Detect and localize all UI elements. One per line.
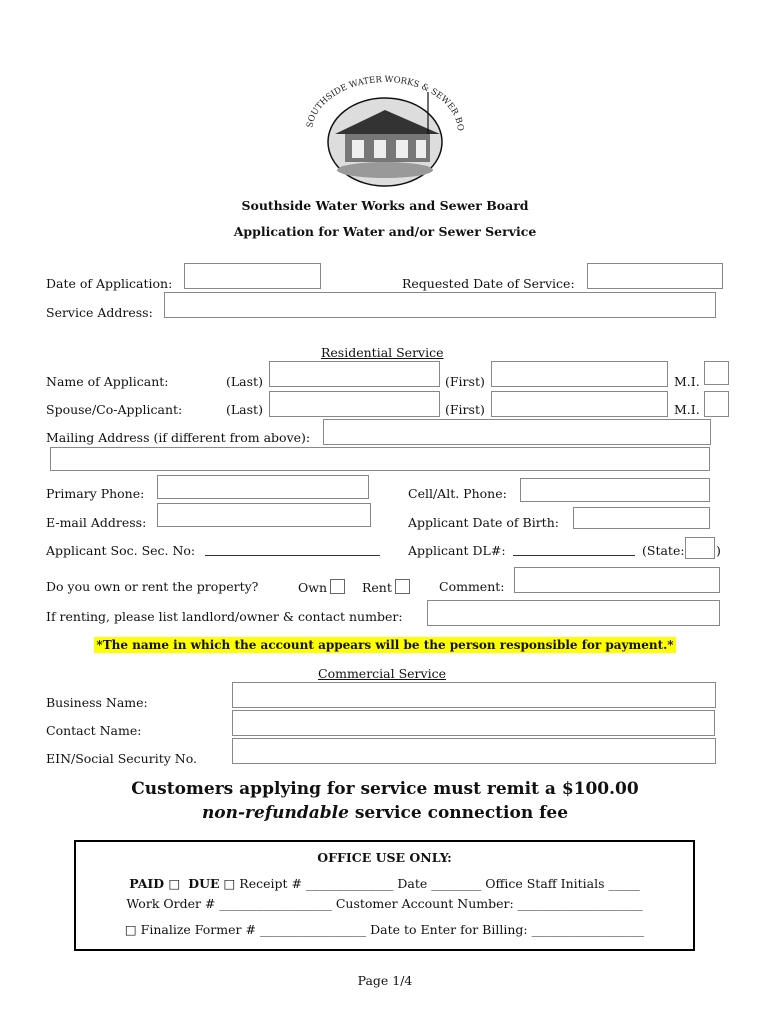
fee-line-2 (0, 803, 770, 823)
contact-name-field[interactable] (232, 710, 715, 736)
mailing-address-label: Mailing Address (if different from above): (46, 430, 311, 445)
office-title: OFFICE USE ONLY: (317, 850, 452, 865)
applicant-first-label: (First) (445, 374, 485, 389)
ssn-label: Applicant Soc. Sec. No: (46, 543, 196, 558)
page-number: Page 1/4 (357, 973, 413, 988)
landlord-field[interactable] (427, 600, 720, 626)
own-rent-question: Do you own or rent the property? (46, 579, 259, 594)
rent-checkbox[interactable] (395, 579, 410, 594)
office-receipt-line: □ Receipt # ______________ Date ________ Office Staff Initials _____ (223, 876, 640, 891)
applicant-mi-label: M.I. (674, 374, 700, 389)
mailing-address-field-2[interactable] (50, 447, 710, 471)
commercial-heading: Commercial Service (318, 666, 446, 681)
office-use-box (74, 840, 695, 951)
applicant-last-field[interactable] (269, 361, 440, 387)
spouse-mi-label: M.I. (674, 402, 700, 417)
paid-option[interactable]: PAID □ (129, 876, 181, 891)
spouse-last-label: (Last) (226, 402, 263, 417)
applicant-last-label: (Last) (226, 374, 263, 389)
office-row-1 (76, 876, 693, 891)
applicant-mi-field[interactable] (704, 361, 729, 385)
fee-line-1: Customers applying for service must remit a $100.00 (131, 779, 639, 799)
contact-name-label: Contact Name: (46, 723, 142, 738)
water-works-logo-icon (290, 70, 480, 190)
ein-label: EIN/Social Security No. (46, 751, 197, 766)
primary-phone-field[interactable] (157, 475, 369, 499)
fee-line-2-rest: service connection fee (348, 803, 569, 823)
date-of-application-field[interactable] (184, 263, 321, 289)
business-name-field[interactable] (232, 682, 716, 708)
due-option[interactable]: DUE (188, 876, 220, 891)
office-row-3: □ Finalize Former # _________________ Date to Enter for Billing: __________________ (124, 922, 645, 937)
email-field[interactable] (157, 503, 371, 527)
cell-phone-label: Cell/Alt. Phone: (408, 486, 507, 501)
own-checkbox[interactable] (330, 579, 345, 594)
rent-option[interactable] (362, 579, 410, 595)
dl-label: Applicant DL#: (408, 543, 506, 558)
office-row-2: Work Order # __________________ Customer Account Number: ____________________ (126, 896, 643, 911)
state-close-paren: ) (716, 543, 721, 558)
logo (290, 70, 480, 190)
form-subtitle: Application for Water and/or Sewer Service (233, 224, 537, 239)
spouse-first-field[interactable] (491, 391, 668, 417)
email-label: E-mail Address: (46, 515, 147, 530)
residential-heading: Residential Service (321, 345, 444, 360)
dl-field[interactable] (513, 555, 635, 556)
dob-label: Applicant Date of Birth: (408, 515, 559, 530)
ssn-field[interactable] (205, 555, 380, 556)
svg-text:SOUTHSIDE WATER WORKS & SEWER: SOUTHSIDE WATER WORKS & SEWER BO (305, 74, 466, 132)
business-name-label: Business Name: (46, 695, 148, 710)
primary-phone-label: Primary Phone: (46, 486, 145, 501)
comment-field[interactable] (514, 567, 720, 593)
landlord-label: If renting, please list landlord/owner & contact number: (46, 609, 403, 624)
own-label: Own (298, 580, 327, 595)
service-address-field[interactable] (164, 292, 716, 318)
requested-date-label: Requested Date of Service: (402, 276, 575, 291)
dob-field[interactable] (573, 507, 710, 529)
spouse-mi-field[interactable] (704, 391, 729, 417)
rent-label: Rent (362, 580, 392, 595)
service-address-label: Service Address: (46, 305, 153, 320)
date-of-application-label: Date of Application: (46, 276, 173, 291)
spouse-first-label: (First) (445, 402, 485, 417)
cell-phone-field[interactable] (520, 478, 710, 502)
spouse-last-field[interactable] (269, 391, 440, 417)
payment-notice-text: *The name in which the account appears will be the person responsible for payment.* (96, 638, 674, 652)
mailing-address-field-1[interactable] (323, 419, 711, 445)
spouse-label: Spouse/Co-Applicant: (46, 402, 183, 417)
requested-date-field[interactable] (587, 263, 723, 289)
own-option[interactable] (298, 579, 345, 595)
state-label: (State: (642, 543, 685, 558)
comment-label: Comment: (439, 579, 505, 594)
applicant-first-field[interactable] (491, 361, 668, 387)
state-field[interactable] (685, 537, 715, 559)
org-title: Southside Water Works and Sewer Board (241, 198, 529, 213)
payment-notice (0, 637, 770, 652)
applicant-name-label: Name of Applicant: (46, 374, 169, 389)
ein-field[interactable] (232, 738, 716, 764)
fee-non-refundable: non-refundable (201, 803, 349, 823)
